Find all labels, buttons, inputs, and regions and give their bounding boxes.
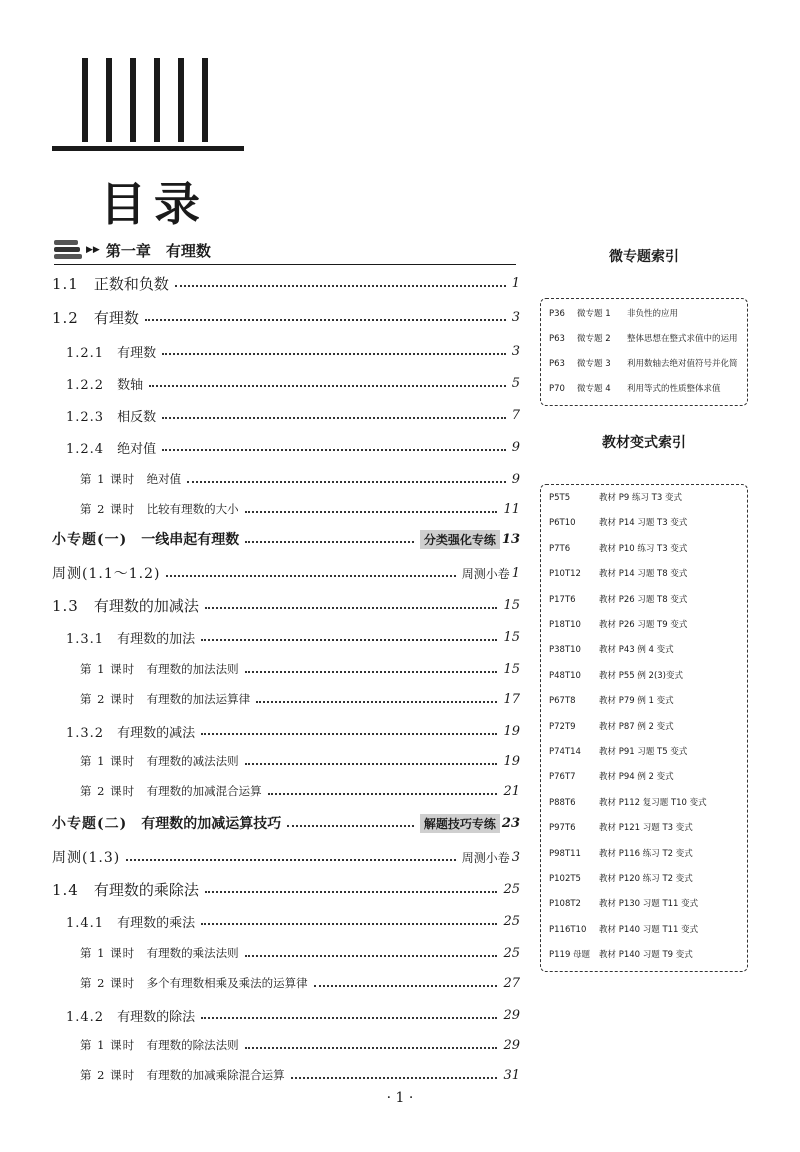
leader-dots — [166, 575, 455, 577]
toc-entry-number: 1.2.2 — [66, 377, 105, 393]
toc-entry-label — [52, 529, 239, 549]
page-ref: 15 — [503, 661, 520, 677]
page-title: 目录 — [100, 177, 208, 231]
toc-entry[interactable] — [0, 910, 520, 932]
toc-entry-title: 绝对值 — [146, 472, 182, 486]
textbook-index-code: P102T5 — [549, 874, 581, 884]
page-ref: 19 — [503, 753, 520, 769]
textbook-index-code: P67T8 — [549, 696, 576, 707]
toc-entry-label — [66, 438, 156, 457]
toc-entry-label — [52, 595, 199, 616]
chapter-heading — [54, 238, 211, 262]
toc-entry-label — [52, 879, 199, 900]
textbook-index-code: P88T6 — [549, 797, 576, 808]
toc-entry-number: 1.2.3 — [66, 409, 105, 425]
page-ref: 7 — [511, 407, 520, 423]
toc-entry[interactable] — [0, 626, 520, 648]
toc-entry-label — [80, 975, 308, 991]
toc-entry-label — [66, 374, 143, 393]
page-ref: 17 — [503, 691, 520, 707]
leader-dots — [287, 825, 414, 827]
micro-index-page: P36 — [549, 309, 565, 319]
textbook-index-item[interactable] — [549, 618, 739, 630]
toc-entry[interactable] — [0, 780, 520, 802]
page-ref: 29 — [503, 1037, 520, 1053]
micro-index-item[interactable] — [549, 307, 739, 319]
toc-entry-title: 有理数的除法法则 — [146, 1038, 239, 1052]
toc-entry-label — [80, 783, 262, 799]
textbook-index-item[interactable] — [549, 923, 739, 935]
micro-index-title: 微专题索引 — [609, 249, 679, 265]
toc-entry-title: 有理数的加减混合运算 — [146, 784, 262, 798]
toc-entry-title: 一线串起有理数 — [141, 532, 240, 548]
page-ref: 11 — [503, 501, 520, 517]
toc-entry-label — [80, 753, 239, 769]
page-ref: 27 — [503, 975, 520, 991]
leader-dots — [201, 923, 497, 925]
page-ref: 13 — [501, 531, 520, 547]
toc-entry[interactable] — [0, 878, 520, 900]
leader-dots — [268, 793, 498, 795]
page-ref: 31 — [503, 1067, 520, 1083]
toc-entry-title: 有理数 — [93, 308, 139, 327]
textbook-index-code: P74T14 — [549, 747, 581, 757]
leader-dots — [256, 701, 497, 703]
toc-entry[interactable] — [0, 436, 520, 458]
page-ref: 25 — [503, 945, 520, 961]
toc-entry-number: 第 2 课时 — [80, 692, 136, 706]
toc-entry-number: 1.3 — [52, 596, 79, 615]
leader-dots — [201, 733, 497, 735]
toc-entry-label — [66, 628, 195, 647]
toc-entry-label — [80, 661, 239, 677]
chapter-label: 第一章 有理数 — [105, 241, 211, 260]
double-arrow-icon: ▶▶ — [86, 245, 100, 255]
page-ref: 3 — [511, 343, 520, 359]
toc-entry-label — [52, 813, 281, 833]
leader-dots — [201, 639, 497, 641]
toc-entry-number: 1.4.2 — [66, 1009, 105, 1025]
page-number: · 1 · — [386, 1090, 414, 1106]
page-ref: 3 — [511, 309, 520, 325]
toc-entry[interactable] — [0, 498, 520, 520]
textbook-index-item[interactable] — [549, 796, 739, 808]
toc-entry-title: 有理数的加减运算技巧 — [141, 816, 282, 832]
toc-entry-title: 有理数的加法 — [117, 631, 196, 647]
toc-entry-number: 1.2 — [52, 308, 79, 327]
toc-entry-title: 有理数的加减乘除混合运算 — [146, 1068, 285, 1082]
textbook-index-desc: 教材 P120 练习 T2 变式 — [599, 874, 693, 884]
toc-entry-number: 第 1 课时 — [80, 1038, 136, 1052]
textbook-index-code: P18T10 — [549, 620, 581, 630]
micro-index-desc: 利用数轴去绝对值符号并化简 — [627, 359, 738, 369]
micro-index-page: P70 — [549, 384, 565, 394]
textbook-index-item[interactable] — [549, 745, 739, 757]
leader-dots — [201, 1017, 497, 1019]
textbook-index-desc: 教材 P140 习题 T9 变式 — [599, 950, 693, 961]
toc-entry-number: 第 1 课时 — [80, 662, 136, 676]
toc-entry-number: 1.1 — [52, 274, 79, 293]
textbook-index-item[interactable] — [549, 694, 739, 706]
micro-index-item[interactable] — [549, 332, 739, 344]
toc-entry-number: 小专题(一) — [52, 532, 128, 548]
toc-entry-label — [66, 342, 156, 361]
toc-entry-label — [52, 273, 169, 294]
toc-entry-number: 小专题(二) — [52, 816, 128, 832]
textbook-index-code: P7T6 — [549, 543, 571, 554]
page-ref: 19 — [503, 723, 520, 739]
toc-entry[interactable] — [0, 658, 520, 680]
toc-entry-title: 有理数的乘法法则 — [146, 946, 239, 960]
page-ref: 9 — [511, 439, 520, 455]
textbook-index-item[interactable] — [549, 948, 739, 960]
header-rule — [52, 146, 244, 151]
leader-dots — [175, 285, 506, 287]
textbook-index-item[interactable] — [549, 491, 739, 503]
toc-entry-label — [80, 501, 239, 517]
leader-dots — [245, 955, 498, 957]
toc-entry-label — [80, 945, 239, 961]
page-ref: 29 — [503, 1007, 520, 1023]
textbook-index-desc: 教材 P14 习题 T3 变式 — [599, 518, 688, 529]
toc-entry[interactable] — [0, 340, 520, 362]
leader-dots — [145, 319, 506, 321]
leader-dots — [162, 417, 506, 419]
micro-index-name: 微专题 3 — [577, 359, 611, 369]
leader-dots — [126, 859, 456, 861]
toc-entry-title: 有理数的减法 — [117, 725, 196, 741]
chapter-divider — [54, 264, 516, 265]
toc-entry-number: 第 1 课时 — [80, 754, 136, 768]
toc-entry[interactable] — [0, 846, 520, 868]
textbook-index-desc: 教材 P130 习题 T11 变式 — [599, 899, 699, 910]
toc-entry[interactable] — [0, 972, 520, 994]
toc-entry-number: 第 2 课时 — [80, 976, 136, 990]
textbook-index-code: P17T6 — [549, 594, 576, 605]
page-ref: 15 — [503, 629, 520, 645]
textbook-index-desc: 教材 P9 练习 T3 变式 — [599, 493, 682, 503]
toc-entry[interactable] — [0, 404, 520, 426]
toc-entry-label — [80, 1067, 285, 1083]
page-ref: 25 — [503, 881, 520, 897]
textbook-index-item[interactable] — [549, 567, 739, 579]
toc-entry-number: 第 1 课时 — [80, 472, 136, 486]
toc-entry-title: 有理数 — [117, 345, 157, 361]
leader-dots — [205, 607, 498, 609]
leader-dots — [162, 449, 506, 451]
weekly-test-tag: 周测小卷 — [461, 566, 510, 581]
page-ref: 1 — [511, 565, 520, 581]
textbook-index-desc: 教材 P26 习题 T8 变式 — [599, 594, 688, 605]
toc-entry-title: 有理数的加法运算律 — [146, 692, 251, 706]
textbook-index-code: P48T10 — [549, 670, 581, 681]
textbook-index-item[interactable] — [549, 872, 739, 884]
toc-entry[interactable] — [0, 306, 520, 328]
toc-entry-title: 相反数 — [117, 409, 157, 425]
toc-entry-number: 周测(1.1～1.2) — [52, 566, 161, 582]
textbook-index-desc: 教材 P91 习题 T5 变式 — [599, 747, 688, 757]
leader-dots — [187, 481, 506, 483]
micro-index-desc: 利用等式的性质整体求值 — [627, 384, 721, 394]
toc-entry-label — [80, 691, 250, 707]
textbook-index-desc: 教材 P14 习题 T8 变式 — [599, 569, 688, 580]
book-stack-icon — [54, 238, 82, 262]
weekly-test-tag: 周测小卷 — [461, 850, 510, 865]
toc-entry-number: 第 2 课时 — [80, 784, 136, 798]
toc-entry-title: 数轴 — [117, 377, 144, 393]
toc-entry[interactable] — [0, 594, 520, 616]
micro-index-desc: 非负性的应用 — [627, 309, 679, 319]
toc-entry-label — [80, 471, 181, 487]
micro-index-item[interactable] — [549, 357, 739, 369]
toc-entry-title: 有理数的加法法则 — [146, 662, 239, 676]
toc-entry-label — [52, 563, 160, 583]
page-ref: 3 — [511, 849, 520, 865]
practice-tag: 分类强化专练 — [420, 530, 500, 549]
textbook-index-desc: 教材 P55 例 2(3)变式 — [599, 670, 683, 681]
toc-entry-number: 1.3.1 — [66, 631, 105, 647]
textbook-index-desc: 教材 P79 例 1 变式 — [599, 696, 674, 707]
toc-entry-number: 1.3.2 — [66, 725, 105, 741]
toc-entry-number: 1.4.1 — [66, 915, 105, 931]
textbook-index-item[interactable] — [549, 516, 739, 528]
toc-entry-label — [66, 722, 195, 741]
textbook-index-item[interactable] — [549, 542, 739, 554]
page-ref: 9 — [511, 471, 520, 487]
toc-entry-title: 有理数的除法 — [117, 1009, 196, 1025]
page-ref: 1 — [511, 275, 520, 291]
micro-index-box — [540, 298, 748, 406]
leader-dots — [149, 385, 506, 387]
toc-entry-number: 1.4 — [52, 880, 79, 899]
textbook-index-code: P116T10 — [549, 924, 587, 935]
textbook-index-item[interactable] — [549, 770, 739, 782]
toc-entry-label — [66, 406, 156, 425]
toc-entry[interactable] — [0, 1034, 520, 1056]
toc-entry[interactable] — [0, 720, 520, 742]
leader-dots — [245, 541, 414, 543]
toc-entry-number: 周测(1.3) — [52, 850, 121, 866]
textbook-index-desc: 教材 P26 习题 T9 变式 — [599, 620, 688, 630]
toc-entry-number: 第 2 课时 — [80, 502, 136, 516]
page-ref: 25 — [503, 913, 520, 929]
textbook-index-desc: 教材 P140 习题 T11 变式 — [599, 924, 699, 935]
textbook-index-desc: 教材 P121 习题 T3 变式 — [599, 823, 693, 834]
toc-entry[interactable] — [0, 468, 520, 490]
textbook-index-code: P38T10 — [549, 645, 581, 656]
page-ref: 23 — [501, 815, 520, 831]
toc-entry-title: 有理数的乘法 — [117, 915, 196, 931]
textbook-index-code: P97T6 — [549, 823, 576, 834]
toc-entry[interactable] — [0, 688, 520, 710]
leader-dots — [245, 763, 498, 765]
micro-index-name: 微专题 4 — [577, 384, 611, 394]
toc-entry-label — [66, 912, 195, 931]
textbook-index-code: P98T11 — [549, 848, 581, 859]
textbook-index-desc: 教材 P87 例 2 变式 — [599, 721, 674, 732]
practice-tag: 解题技巧专练 — [420, 814, 500, 833]
textbook-index-desc: 教材 P116 练习 T2 变式 — [599, 848, 693, 859]
leader-dots — [162, 353, 506, 355]
textbook-index-title: 教材变式索引 — [602, 435, 686, 451]
textbook-index-code: P10T12 — [549, 569, 581, 580]
toc-entry[interactable] — [0, 812, 520, 834]
page-ref: 15 — [503, 597, 520, 613]
textbook-index-code: P108T2 — [549, 899, 581, 910]
toc-entry-title: 比较有理数的大小 — [146, 502, 239, 516]
textbook-index-code: P119 母题 — [549, 950, 591, 961]
micro-index-item[interactable] — [549, 382, 739, 394]
textbook-index-item[interactable] — [549, 643, 739, 655]
micro-index-desc: 整体思想在整式求值中的运用 — [627, 334, 738, 344]
toc-entry-label — [52, 307, 139, 328]
leader-dots — [205, 891, 498, 893]
toc-entry[interactable] — [0, 562, 520, 584]
textbook-index-item[interactable] — [549, 593, 739, 605]
toc-entry[interactable] — [0, 1004, 520, 1026]
leader-dots — [245, 671, 498, 673]
toc-entry-label — [80, 1037, 239, 1053]
textbook-index-desc: 教材 P94 例 2 变式 — [599, 772, 674, 783]
toc-entry-title: 正数和负数 — [93, 274, 169, 293]
toc-entry[interactable] — [0, 272, 520, 294]
textbook-index-code: P5T5 — [549, 493, 571, 503]
toc-entry[interactable] — [0, 372, 520, 394]
textbook-index-desc: 教材 P10 练习 T3 变式 — [599, 543, 688, 554]
textbook-index-desc: 教材 P43 例 4 变式 — [599, 645, 674, 656]
micro-index-page: P63 — [549, 334, 565, 344]
toc-entry-number: 第 1 课时 — [80, 946, 136, 960]
toc-entry[interactable] — [0, 1064, 520, 1086]
textbook-index-desc: 教材 P112 复习题 T10 变式 — [599, 797, 707, 808]
textbook-index-code: P6T10 — [549, 518, 576, 529]
textbook-index-item[interactable] — [549, 720, 739, 732]
micro-index-name: 微专题 2 — [577, 334, 611, 344]
textbook-index-item[interactable] — [549, 669, 739, 681]
toc-entry-number: 第 2 课时 — [80, 1068, 136, 1082]
toc-entry-label — [52, 847, 120, 867]
toc-entry-title: 有理数的乘除法 — [93, 880, 199, 899]
toc-entry[interactable] — [0, 750, 520, 772]
toc-entry-number: 1.2.1 — [66, 345, 105, 361]
toc-entry-number: 1.2.4 — [66, 441, 105, 457]
toc-entry-title: 有理数的加减法 — [93, 596, 199, 615]
page-ref: 21 — [503, 783, 520, 799]
leader-dots — [245, 1047, 498, 1049]
micro-index-page: P63 — [549, 359, 565, 369]
textbook-index-item[interactable] — [549, 847, 739, 859]
toc-entry-title: 绝对值 — [117, 441, 157, 457]
toc-entry[interactable] — [0, 528, 520, 550]
micro-index-name: 微专题 1 — [577, 309, 611, 319]
textbook-index-item[interactable] — [549, 897, 739, 909]
textbook-index-item[interactable] — [549, 821, 739, 833]
toc-entry-label — [66, 1006, 195, 1025]
textbook-index-code: P76T7 — [549, 772, 576, 783]
toc-entry[interactable] — [0, 942, 520, 964]
toc-entry-title: 多个有理数相乘及乘法的运算律 — [146, 976, 308, 990]
leader-dots — [291, 1077, 498, 1079]
textbook-index-code: P72T9 — [549, 721, 576, 732]
textbook-index-box — [540, 484, 748, 972]
leader-dots — [245, 511, 498, 513]
leader-dots — [314, 985, 498, 987]
page-ref: 5 — [511, 375, 520, 391]
toc-entry-title: 有理数的减法法则 — [146, 754, 239, 768]
